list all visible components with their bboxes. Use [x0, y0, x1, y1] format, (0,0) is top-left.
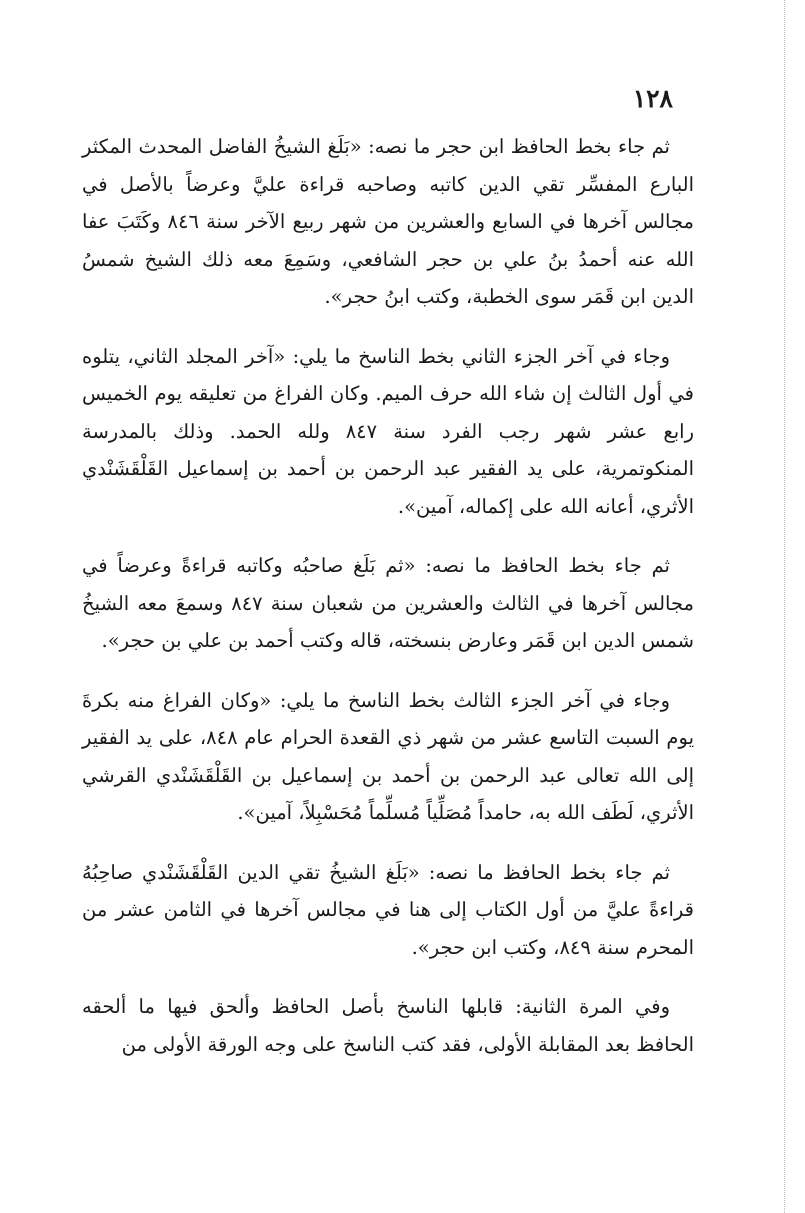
paragraph-2: وجاء في آخر الجزء الثاني بخط الناسخ ما يلي: «آخر المجلد الثاني، يتلوه في أول الثالث إن شاء الله حرف الميم. وكان الفراغ من تعليقه يوم الخميس رابع عشر شهر رجب الفرد سنة ٨٤٧ ولله الحمد. وذلك بالمدرسة المنكوتمرية، على يد الفقير عبد الرحمن بن أحمد بن إسماعيل القَلْقَشَنْدي الأثري، أعانه الله على إكماله، آمين».: [82, 344, 694, 518]
paragraph-6: وفي المرة الثانية: قابلها الناسخ بأصل الحافظ وألحق فيها ما ألحقه الحافظ بعد المقابلة الأولى، فقد كتب الناسخ على وجه الورقة الأولى من: [82, 995, 694, 1056]
paragraph-5: ثم جاء بخط الحافظ ما نصه: «بَلَغ الشيخُ تقي الدين القَلْقَشَنْدي صاحِبُهُ قراءةً عليَّ من أول الكتاب إلى هنا في مجالس آخرها في الثامن عشر من المحرم سنة ٨٤٩، وكتب ابن حجر».: [82, 860, 694, 959]
paragraph-3: ثم جاء بخط الحافظ ما نصه: «ثم بَلَغ صاحبُه وكاتبه قراءةً وعرضاً في مجالس آخرها في الثالث والعشرين من شعبان سنة ٨٤٧ وسمعَ معه الشيخُ شمس الدين ابن قَمَر وعارض بنسخته، قاله وكتب أحمد بن علي بن حجر».: [82, 554, 694, 652]
page-number: ١٢٨: [632, 84, 673, 113]
paragraph-4: وجاء في آخر الجزء الثالث بخط الناسخ ما يلي: «وكان الفراغ منه بكرةَ يوم السبت التاسع عشر من شهر ذي القعدة الحرام عام ٨٤٨، على يد الفقير إلى الله تعالى عبد الرحمن بن أحمد بن إسماعيل بن القَلْقَشَنْدي القرشي الأثري، لَطَف الله به، حامداً مُصَلِّياً مُسلِّماً مُحَسْبِلاً، آمين».: [82, 688, 694, 824]
page-body: [82, 128, 694, 1085]
paragraph-1: ثم جاء بخط الحافظ ابن حجر ما نصه: «بَلَغ الشيخُ الفاضل المحدث المكثر البارع المفسِّر تقي الدين كاتبه وصاحبه قراءة عليَّ وعرضاً بالأصل في مجالس آخرها في السابع والعشرين من شهر ربيع الآخر سنة ٨٤٦ وكَتَبَ عفا الله عنه أحمدُ بنُ علي بن حجر الشافعي، وسَمِعَ معه ذلك الشيخ شمسُ الدين ابن قَمَر سوى الخطبة، وكتب ابنُ حجر».: [82, 135, 694, 308]
page-edge-dots: [784, 0, 785, 1213]
